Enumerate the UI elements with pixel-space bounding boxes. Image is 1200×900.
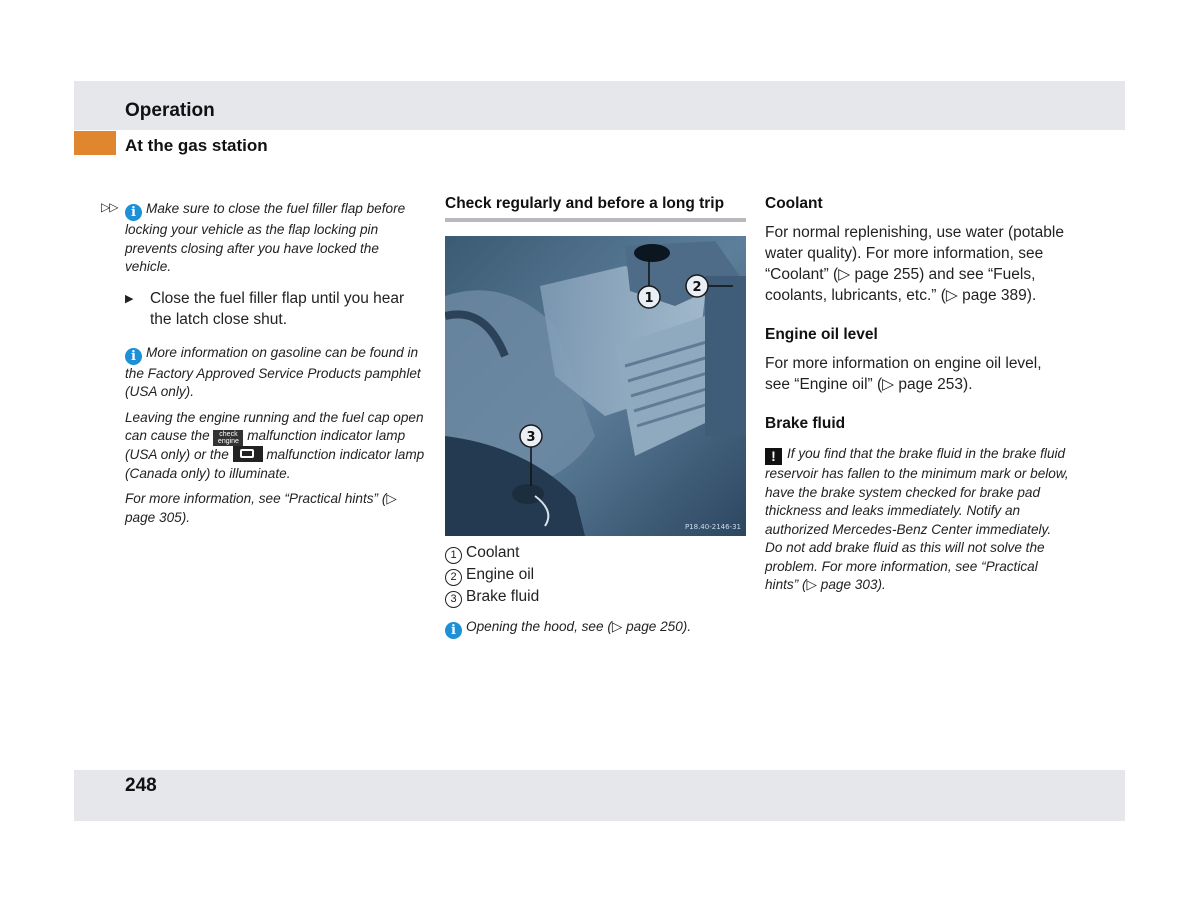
continued-marker: ▷▷ [101, 200, 118, 214]
gasoline-note-text: More information on gasoline can be found in the Factory Approved Service Products pamphlet (USA only). [125, 344, 421, 399]
malfunction-text-1: Leaving the engine running and the fuel cap open can cause the [125, 409, 424, 443]
gasoline-note [125, 344, 425, 402]
image-code: P18.40-2146-31 [684, 523, 741, 531]
legend-label: Engine oil [466, 566, 535, 583]
legend-num: 1 [445, 547, 462, 564]
hood-note [445, 618, 746, 639]
page-number: 248 [125, 775, 157, 796]
info-icon: i [445, 622, 462, 639]
fuel-flap-note [125, 200, 425, 277]
brake-warning-text: If you find that the brake fluid in the brake fluid reservoir has fallen to the minimum mark or below, have the brake system checked for brake pad thickness and leaks immediately. Notify an authorized Mercedes-Benz Center immediately. Do not add brake fluid as this will not solve the problem. For more information, see “Practical hints” (▷ page 303). [765, 446, 1069, 592]
step-close-flap [125, 288, 425, 330]
step-close-flap-text: Close the fuel filler flap until you hear the latch close shut. [150, 289, 405, 328]
right-column [765, 195, 1070, 595]
section-title: Operation [125, 100, 215, 121]
malfunction-text-3: malfunction indicator lamp (Canada only) to illuminate. [125, 447, 425, 481]
fuel-flap-note-text: Make sure to close the fuel filler flap before locking your vehicle as the flap locking pin prevents closing after you have locked the vehicle. [125, 201, 406, 274]
info-icon: i [125, 204, 142, 221]
subsection-title: At the gas station [125, 136, 268, 155]
coolant-section [765, 195, 1070, 306]
coolant-heading: Coolant [765, 195, 823, 212]
legend-item [445, 586, 746, 608]
brake-section [765, 415, 1070, 595]
header-band [74, 81, 1125, 130]
coolant-text: For normal replenishing, use water (potable water quality). For more information, see “Coolant” (▷ page 255) and see “Fuels, coolants, lubricants, etc.” (▷ page 389). [765, 224, 1064, 304]
svg-text:3: 3 [526, 430, 536, 445]
legend-num: 2 [445, 569, 462, 586]
brake-warning [765, 445, 1070, 595]
malfunction-text-2: malfunction indicator lamp (USA only) or the [125, 428, 406, 462]
photo-legend [445, 542, 746, 608]
check-engine-lamp-icon: check engine [213, 430, 243, 446]
legend-label: Brake fluid [466, 588, 540, 605]
malfunction-note [125, 409, 425, 484]
legend-item [445, 564, 746, 586]
legend-item [445, 542, 746, 564]
svg-text:2: 2 [692, 280, 702, 295]
hood-note-text: Opening the hood, see (▷ page 250). [466, 619, 692, 634]
engine-compartment-photo [445, 236, 746, 536]
left-column [125, 200, 425, 527]
brake-heading: Brake fluid [765, 415, 846, 432]
legend-num: 3 [445, 591, 462, 608]
svg-text:1: 1 [644, 291, 654, 306]
oil-section [765, 326, 1070, 395]
engine-lamp-icon [233, 446, 263, 462]
check-heading: Check regularly and before a long trip [445, 195, 746, 222]
footer-band [74, 770, 1125, 821]
section-marker [74, 131, 116, 155]
practical-hints-ref: For more information, see “Practical hints” (▷ page 305). [125, 491, 397, 525]
legend-label: Coolant [466, 544, 520, 561]
oil-heading: Engine oil level [765, 326, 878, 343]
step-arrow-icon: ▶ [125, 292, 134, 305]
middle-column [445, 195, 746, 639]
oil-text: For more information on engine oil level, see “Engine oil” (▷ page 253). [765, 355, 1042, 393]
warning-icon: ! [765, 448, 782, 465]
info-icon: i [125, 348, 142, 365]
